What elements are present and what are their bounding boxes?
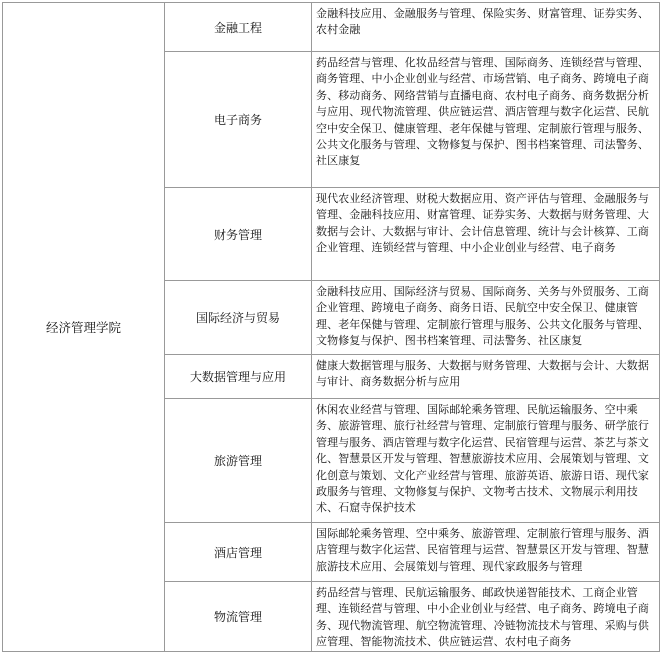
courses-cell: 现代农业经济管理、财税大数据应用、资产评估与管理、金融服务与管理、金融科技应用、财富管理、证券实务、大数据与财务管理、大数据与会计、大数据与审计、会计信息管理、统计与会计核算、工商企业管理、连锁经营与管理、中小企业创业与经营、电子商务	[311, 187, 660, 281]
table-row	[164, 398, 660, 523]
courses-cell: 金融科技应用、金融服务与管理、保险实务、财富管理、证券实务、农村金融	[311, 2, 660, 52]
major-cell: 旅游管理	[164, 398, 312, 523]
courses-cell: 国际邮轮乘务管理、空中乘务、旅游管理、定制旅行管理与服务、酒店管理与数字化运营、民宿管理与运营、智慧景区开发与管理、智慧旅游技术应用、会展策划与管理、现代家政服务与管理	[311, 522, 660, 582]
major-course-table	[2, 2, 660, 652]
courses-cell: 药品经营与管理、化妆品经营与管理、国际商务、连锁经营与管理、商务管理、中小企业创业与经营、市场营销、电子商务、跨境电子商务、移动商务、网络营销与直播电商、农村电子商务、商务数据分析与应用、现代物流管理、供应链运营、酒店管理与数字化运营、民航空中安全保卫、健康管理、老年保健与管理、定制旅行管理与服务、公共文化服务与管理、文物修复与保护、图书档案管理、司法警务、社区康复	[311, 51, 660, 188]
table-row	[164, 2, 660, 52]
courses-cell: 健康大数据管理与服务、大数据与财务管理、大数据与会计、大数据与审计、商务数据分析与应用	[311, 354, 660, 399]
college-cell	[2, 2, 165, 652]
major-cell: 金融工程	[164, 2, 312, 52]
major-cell: 物流管理	[164, 581, 312, 652]
major-cell: 财务管理	[164, 187, 312, 281]
major-cell: 大数据管理与应用	[164, 354, 312, 399]
table-row	[164, 280, 660, 355]
courses-cell: 药品经营与管理、民航运输服务、邮政快递智能技术、工商企业管理、连锁经营与管理、中小企业创业与经营、电子商务、跨境电子商务、现代物流管理、航空物流管理、冷链物流技术与管理、采购与供应管理、智能物流技术、供应链运营、农村电子商务	[311, 581, 660, 652]
major-cell: 电子商务	[164, 51, 312, 188]
table-row	[164, 187, 660, 281]
table-row	[164, 51, 660, 188]
major-cell: 国际经济与贸易	[164, 280, 312, 355]
college-name: 经济管理学院	[45, 320, 121, 335]
table-row	[164, 522, 660, 582]
table-row	[164, 354, 660, 399]
courses-cell: 金融科技应用、国际经济与贸易、国际商务、关务与外贸服务、工商企业管理、跨境电子商务、商务日语、民航空中安全保卫、健康管理、老年保健与管理、定制旅行管理与服务、公共文化服务与管理、文物修复与保护、图书档案管理、司法警务、社区康复	[311, 280, 660, 355]
courses-cell: 休闲农业经营与管理、国际邮轮乘务管理、民航运输服务、空中乘务、旅游管理、旅行社经营与管理、定制旅行管理与服务、研学旅行管理与服务、酒店管理与数字化运营、民宿管理与运营、茶艺与茶文化、智慧景区开发与管理、智慧旅游技术应用、会展策划与管理、文化创意与策划、文化产业经营与管理、旅游英语、旅游日语、现代家政服务与管理、文物修复与保护、文物考古技术、文物展示利用技术、石窟寺保护技术	[311, 398, 660, 523]
major-cell: 酒店管理	[164, 522, 312, 582]
table-row	[164, 581, 660, 652]
